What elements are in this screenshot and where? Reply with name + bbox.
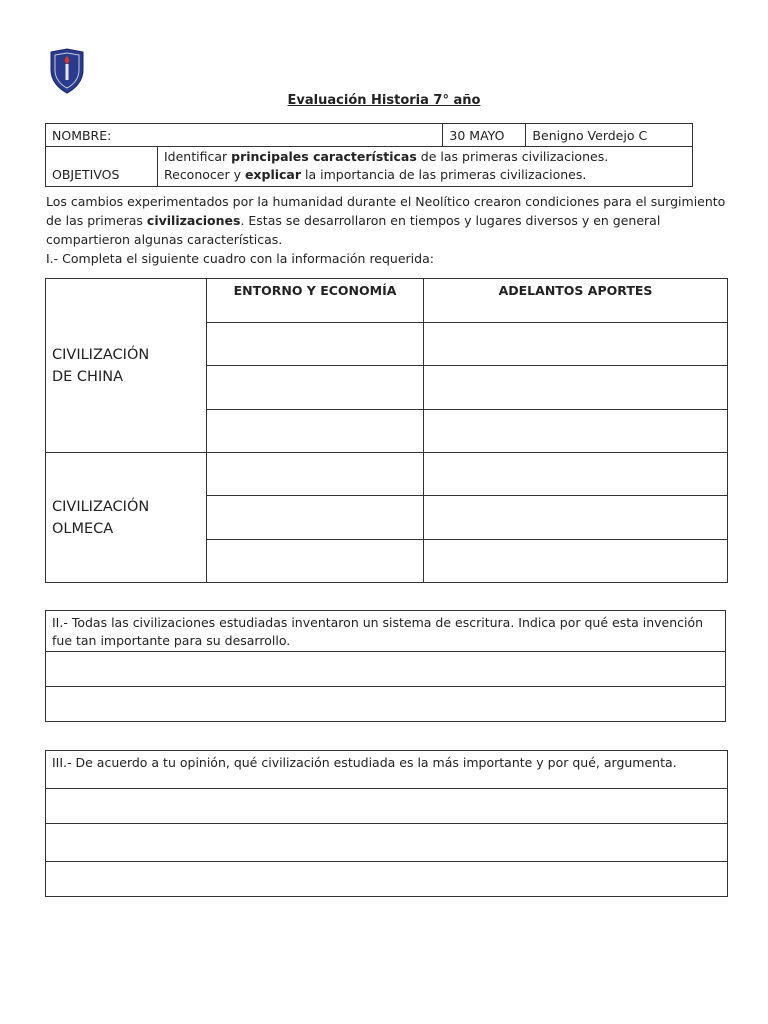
question-3-table [45, 750, 728, 897]
page-title: Evaluación Historia 7° año [287, 93, 481, 108]
answer-cell[interactable] [207, 540, 424, 583]
objective-2: Reconocer y explicar la importancia de las primeras civilizaciones. [164, 167, 587, 182]
answer-cell[interactable] [207, 410, 424, 453]
question-2-text: II.- Todas las civilizaciones estudiadas inventaron un sistema de escritura. Indica por qué esta invención fue tan importante para su desarrollo. [46, 611, 726, 652]
answer-cell[interactable] [424, 496, 728, 540]
answer-line[interactable] [46, 652, 726, 687]
answer-line[interactable] [46, 789, 728, 824]
objective-1: Identificar principales características de las primeras civilizaciones. [164, 149, 609, 164]
question-3-text: III.- De acuerdo a tu opinión, qué civilización estudiada es la más importante y por qué, argumenta. [46, 751, 728, 789]
objectives-text [158, 147, 693, 187]
answer-cell[interactable] [207, 323, 424, 366]
name-label: NOMBRE: [52, 127, 112, 143]
student-info-table [45, 123, 693, 187]
civilizations-table [45, 278, 728, 583]
answer-line[interactable] [46, 687, 726, 722]
name-field[interactable] [46, 124, 443, 147]
answer-cell[interactable] [424, 540, 728, 583]
intro-text [46, 192, 726, 268]
col-header-entorno: ENTORNO Y ECONOMÍA [207, 279, 424, 323]
question-2-table [45, 610, 726, 722]
instruction-1: I.- Completa el siguiente cuadro con la información requerida: [46, 251, 434, 266]
intro-paragraph: Los cambios experimentados por la humanidad durante el Neolítico crearon condiciones para el surgimiento de las primeras civilizaciones. Estas se desarrollaron en tiempos y lugares diversos y en general compartieron algunas características. [46, 194, 726, 247]
answer-line[interactable] [46, 824, 728, 862]
answer-cell[interactable] [207, 453, 424, 496]
answer-cell[interactable] [424, 410, 728, 453]
school-crest-icon [48, 48, 86, 94]
civ-olmeca-label: CIVILIZACIÓN OLMECA [46, 453, 207, 583]
col-header-adelantos: ADELANTOS APORTES [424, 279, 728, 323]
answer-cell[interactable] [207, 496, 424, 540]
objectives-label: OBJETIVOS [46, 147, 158, 187]
teacher-cell: Benigno Verdejo C [526, 124, 693, 147]
answer-cell[interactable] [207, 366, 424, 410]
civ-china-label: CIVILIZACIÓN DE CHINA [46, 279, 207, 453]
answer-cell[interactable] [424, 453, 728, 496]
date-cell: 30 MAYO [443, 124, 526, 147]
answer-line[interactable] [46, 862, 728, 897]
answer-cell[interactable] [424, 366, 728, 410]
answer-cell[interactable] [424, 323, 728, 366]
